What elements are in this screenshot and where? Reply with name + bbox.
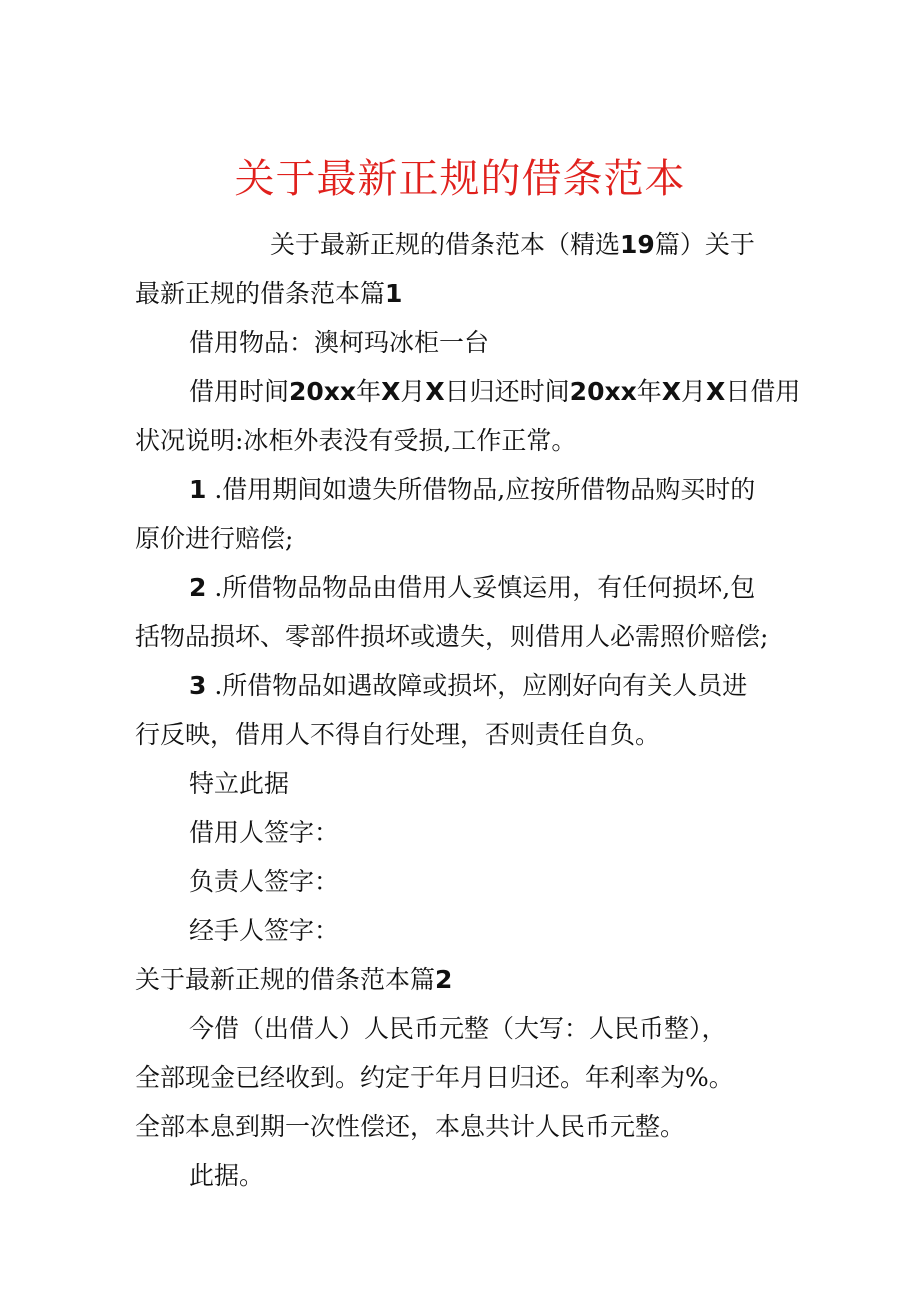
term-1-line-2: 原价进行赔偿; (135, 524, 294, 553)
term-2-line-1: 2 .所借物品物品由借用人妥慎运用，有任何损坏,包 (189, 573, 756, 602)
intro-line-1: 关于最新正规的借条范本（精选19篇）关于 (270, 230, 755, 259)
closing-line: 此据。 (189, 1161, 265, 1190)
condition-line: 状况说明:冰柜外表没有受损,工作正常。 (135, 426, 577, 455)
term-2-line-2: 括物品损坏、零部件损坏或遗失，则借用人必需照价赔偿; (135, 622, 769, 651)
document-body (135, 220, 801, 1200)
loan-line-1: 今借（出借人）人民币元整（大写：人民币整）， (189, 1014, 727, 1043)
loan-line-3: 全部本息到期一次性偿还，本息共计人民币元整。 (135, 1112, 686, 1141)
section-2-heading: 关于最新正规的借条范本篇2 (135, 965, 453, 994)
intro-line-2: 最新正规的借条范本篇1 (135, 279, 403, 308)
manager-signature-line: 负责人签字： (189, 867, 340, 896)
document-title: 关于最新正规的借条范本 (234, 156, 686, 202)
borrowed-item: 借用物品：澳柯玛冰柜一台 (189, 328, 490, 357)
borrower-signature-line: 借用人签字： (189, 818, 340, 847)
hereby-line: 特立此据 (189, 769, 290, 798)
borrow-time-line: 借用时间20xx年X月X日归还时间20xx年X月X日借用 (189, 377, 801, 406)
loan-line-2: 全部现金已经收到。约定于年月日归还。年利率为%。 (135, 1063, 734, 1092)
term-3-line-2: 行反映，借用人不得自行处理，否则责任自负。 (135, 720, 661, 749)
term-1-line-1: 1 .借用期间如遗失所借物品,应按所借物品购买时的 (189, 475, 756, 504)
term-3-line-1: 3 .所借物品如遇故障或损坏，应刚好向有关人员进 (189, 671, 748, 700)
handler-signature-line: 经手人签字： (189, 916, 340, 945)
